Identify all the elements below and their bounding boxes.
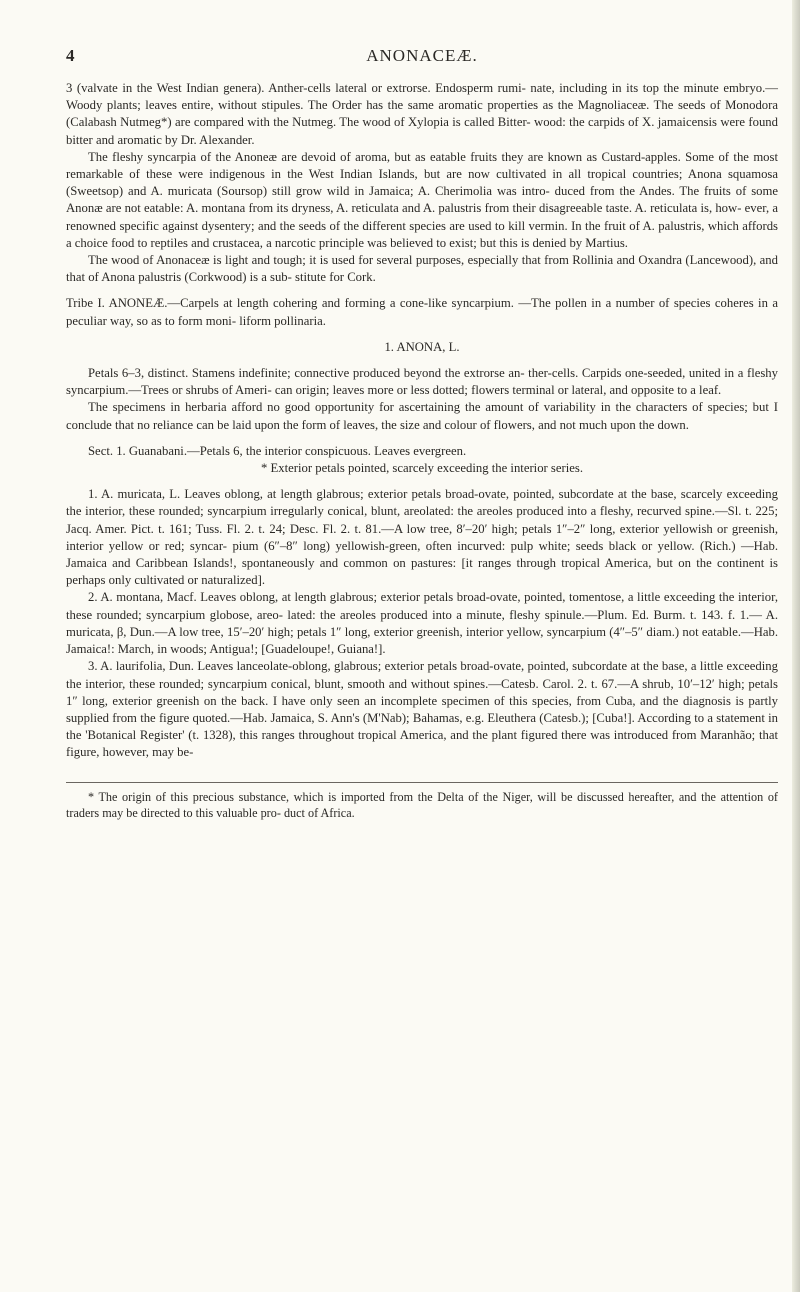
page-header xyxy=(66,46,778,80)
page-number: 4 xyxy=(66,46,75,65)
intro-paragraph: The fleshy syncarpia of the Anoneæ are devoid of aroma, but as eatable fruits they are known as Custard-apples. Some of the most remarkable of these were indigenous in the West Indian Islands, but are now cultivated in all tropical countries; Anona squamosa (Sweetsop) and A. muricata (Soursop) still grow wild in Jamaica; A. Cherimolia was intro- duced from the Andes. The fruits of some Anonæ are not eatable: A. montana from its dryness, A. reticulata and A. palustris from their disagreeable taste. A. reticulata is, how- ever, a renowned specific against dysentery; and the seeds of the different species are used to kill vermin. In the fruit of A. palustris, which affords a choice food to reptiles and crustacea, a narcotic principle was believed to exist; but this is denied by Martius. xyxy=(66,149,778,250)
genus-description: Petals 6–3, distinct. Stamens indefinite; connective produced beyond the extrorse an- ther-cells. Carpids one-seeded, united in a fleshy syncarpium.—Trees or shrubs of Ameri- can origin; leaves more or less dotted; flowers terminal or lateral, and opposite to a leaf. xyxy=(66,366,778,398)
genus-heading: 1. ANONA, L. xyxy=(384,339,460,354)
species-entry: 1. A. muricata, L. Leaves oblong, at length glabrous; exterior petals broad-ovate, pointed, subcordate at the base, scarcely exceeding the interior, these rounded; syncarpium irregularly conical, blunt, areolated: the areoles produced into a fleshy, recurved spine.—Sl. t. 225; Jacq. Amer. Pict. t. 161; Tuss. Fl. 2. t. 24; Desc. Fl. 2. t. 81.—A low tree, 8′–20′ high; petals 1″–2″ long, exterior yellowish or greenish, interior yellow or red; syncar- pium (6″–8″ long) yellowish-green, often incurved: pulp white; seeds black or yellow. (Rich.) —Hab. Jamaica and Caribbean Islands!, spontaneously and common on pastures: [it ranges through tropical America, but on the continent is perhaps only cultivated or naturalized]. xyxy=(66,487,778,588)
subsection-heading: * Exterior petals pointed, scarcely exceeding the interior series. xyxy=(261,461,583,476)
page-edge xyxy=(792,0,800,1292)
book-page xyxy=(66,46,778,822)
footnote: * The origin of this precious substance, which is imported from the Delta of the Niger, will be discussed hereafter, and the attention of traders may be directed to this valuable pro- duct of Africa. xyxy=(66,789,778,821)
intro-paragraph: 3 (valvate in the West Indian genera). Anther-cells lateral or extrorse. Endosperm rumi- nate, including in its top the minute embryo.—Woody plants; leaves entire, without stipules. The Order has the same aromatic properties as the Magnoliaceæ. The seeds of Monodora (Calabash Nutmeg*) are compared with the Nutmeg. The wood of Xylopia is called Bitter- wood: the carpids of X. jamaicensis were found bitter and aromatic by Dr. Alexander. xyxy=(66,81,778,147)
section-heading: Sect. 1. Guanabani.—Petals 6, the interior conspicuous. Leaves evergreen. xyxy=(88,443,467,458)
intro-paragraph: The wood of Anonaceæ is light and tough; it is used for several purposes, especially that from Rollinia and Oxandra (Lancewood), and that of Anona palustris (Corkwood) is a sub- stitute for Cork. xyxy=(66,253,778,285)
species-entry: 2. A. montana, Macf. Leaves oblong, at length glabrous; exterior petals broad-ovate, pointed, tomentose, a little exceeding the interior, these rounded; syncarpium globose, areo- lated: the areoles produced into a minute, fleshy spinule.—Plum. Ed. Burm. t. 143. f. 1.— A. muricata, β, Dun.—A low tree, 15′–20′ high; petals 1″ long, exterior greenish, interior yellow, syncarpium (4″–5″ diam.) not eatable.—Hab. Jamaica!: March, in woods; Antigua!; [Guadeloupe!, Guiana!]. xyxy=(66,590,778,657)
footnote-rule xyxy=(66,782,778,783)
genus-description: The specimens in herbaria afford no good opportunity for ascertaining the amount of variability in the characters of species; but I conclude that no reliance can be laid upon the form of leaves, the size and colour of flowers, and not much upon the down. xyxy=(66,400,778,432)
tribe-heading: Tribe I. ANONEÆ.—Carpels at length cohering and forming a cone-like syncarpium. —The pollen in a number of species coheres in a peculiar way, so as to form moni- liform pollinaria. xyxy=(66,296,778,328)
running-head: ANONACEÆ. xyxy=(366,46,478,65)
species-entry: 3. A. laurifolia, Dun. Leaves lanceolate-oblong, glabrous; exterior petals broad-ovate, pointed, subcordate at the base, a little exceeding the interior, these rounded; syncarpium conical, blunt, smooth and without spines.—Catesb. Carol. 2. t. 67.—A shrub, 10′–12′ high; petals 1″ long, exterior greenish on the back. I have only seen an incomplete specimen of this species, from Cuba, and the diagnosis is partly supplied from the figure quoted.—Hab. Jamaica, S. Ann's (M'Nab); Bahamas, e.g. Eleuthera (Catesb.); [Cuba!]. According to a statement in the 'Botanical Register' (t. 1328), this ranges throughout tropical America, and the plant figured there was introduced from Maranhão; that figure, however, may be- xyxy=(66,659,778,760)
